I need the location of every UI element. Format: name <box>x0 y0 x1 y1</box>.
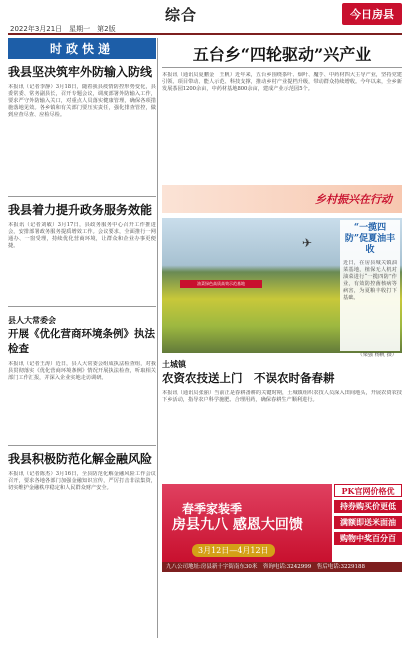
ad-headline: 房县九八 感恩大回馈 <box>172 517 303 533</box>
article-title: 开展《优化营商环境条例》执法检查 <box>8 328 155 355</box>
story-title: 农资农技送上门 不误农时备春耕 <box>162 371 335 385</box>
ad-perk: 满额即送米面油 <box>334 516 402 529</box>
section-banner: 时政快递 <box>8 38 156 59</box>
ad-perks <box>334 484 402 548</box>
article-body: 本报讯（记者李静）3月18日，随着我县疫情防控形势变化，县委常委、常务副县长，召开专题会议，调度部署外防输入工作，要求严守外防输入关口，对重点人员落实健康管理，确保各项措施落地见效。各乡镇和有关部门要压实责任，强化排查管控，做到应查尽查、应检尽检。 <box>8 84 156 118</box>
left-column <box>8 38 156 561</box>
article-3 <box>8 315 156 441</box>
strip-text: 乡村振兴在行动 <box>315 193 392 206</box>
story-body: 本报讯（通讯员张丽）当前正是春耕备耕的关键时期，土城镇组织农技人员深入田间地头，开展农资农技下乡活动，指导农户科学施肥、合理用药，确保春耕生产顺利进行。 <box>162 390 402 403</box>
main-article-body: 本报讯（通讯员夏鹏金 王帆）近年来，五台乡围绕茶叶、烟叶、魔芋、中药材四大主导产业，坚持党建引领、项目带动、能人示范、科技支撑，推动乡村产业提档升级，带动群众持续增收。今年以来，全乡新发展茶园1200余亩，中药材基地800余亩，建成产业示范园5个。 <box>162 72 402 92</box>
divider <box>162 67 402 68</box>
page-header <box>0 0 410 34</box>
rural-revitalization-strip <box>162 185 402 213</box>
article-body: 本报讯（记者陈杰）3月16日，全县防范化解金融风险工作会议召开，要求各地各部门加强金融知识宣传，严厉打击非法集资，切实维护金融秩序稳定和人民群众财产安全。 <box>8 471 156 491</box>
ad-perk: 购物中奖百分百 <box>334 532 402 545</box>
article-4 <box>8 452 156 561</box>
ad-dates: 3月12日—4月12日 <box>192 544 275 557</box>
story-2 <box>162 359 402 480</box>
advertisement <box>162 484 402 572</box>
field-photo <box>162 218 402 358</box>
column-divider <box>157 38 158 638</box>
date-line: 2022年3月21日 星期一 第2版 <box>10 25 116 33</box>
ad-footer: 九八公司地址:房县新十字街南东30米 咨询电话:3242999 售后电话:3229188 <box>162 562 402 572</box>
story-kicker: 土城镇 <box>162 359 186 369</box>
article-kicker: 县人大常委会 <box>8 315 56 325</box>
article-body: 本报讯（记者刘敏）3月17日，县政务服务中心召开工作推进会，安排部署政务服务提质增效工作。会议要求，全面推行一网通办、一窗受理，持续优化营商环境，让群众和企业办事更便捷。 <box>8 222 156 249</box>
divider <box>8 196 156 197</box>
field-sign: 油菜绿色高质高效示范基地 <box>180 280 262 288</box>
divider <box>8 445 156 446</box>
newspaper-logo: 今日房县 <box>342 3 402 25</box>
right-column <box>162 38 402 572</box>
ad-perk: PK官网价格优 <box>334 484 402 497</box>
caption-title: “一揽四防”促夏油丰收 <box>344 223 396 255</box>
article-1 <box>8 65 156 192</box>
ad-promo-panel <box>162 484 332 562</box>
drone-icon: ✈ <box>302 236 313 250</box>
section-title: 综合 <box>165 6 198 24</box>
article-title: 我县着力提升政务服务效能 <box>8 203 153 217</box>
article-body: 本报讯（记者王涛）近日，县人大常委会组成执法检查组，对我县贯彻落实《优化营商环境条例》情况开展执法检查，听取相关部门工作汇报，并深入企业实地走访调研。 <box>8 361 156 381</box>
ad-perk: 持券购买价更低 <box>334 500 402 513</box>
main-headline: 五台乡“四轮驱动”兴产业 <box>192 45 372 64</box>
divider <box>8 306 156 307</box>
ad-tag: 春季家装季 <box>182 502 243 516</box>
article-title: 我县积极防范化解金融风险 <box>8 452 153 466</box>
caption-body: 近日，在房县城关镇油菜基地，植保无人机对油菜进行“一揽四防”作业，有效防控菌核病等病害，为夏粮丰收打下基础。 <box>343 260 397 301</box>
header-rule <box>8 33 402 35</box>
article-2 <box>8 203 156 302</box>
article-title: 我县坚决筑牢外防输入防线 <box>8 65 153 79</box>
photo-credit: （梁强 杨帆 摄） <box>357 352 397 358</box>
photo-caption <box>340 220 400 358</box>
